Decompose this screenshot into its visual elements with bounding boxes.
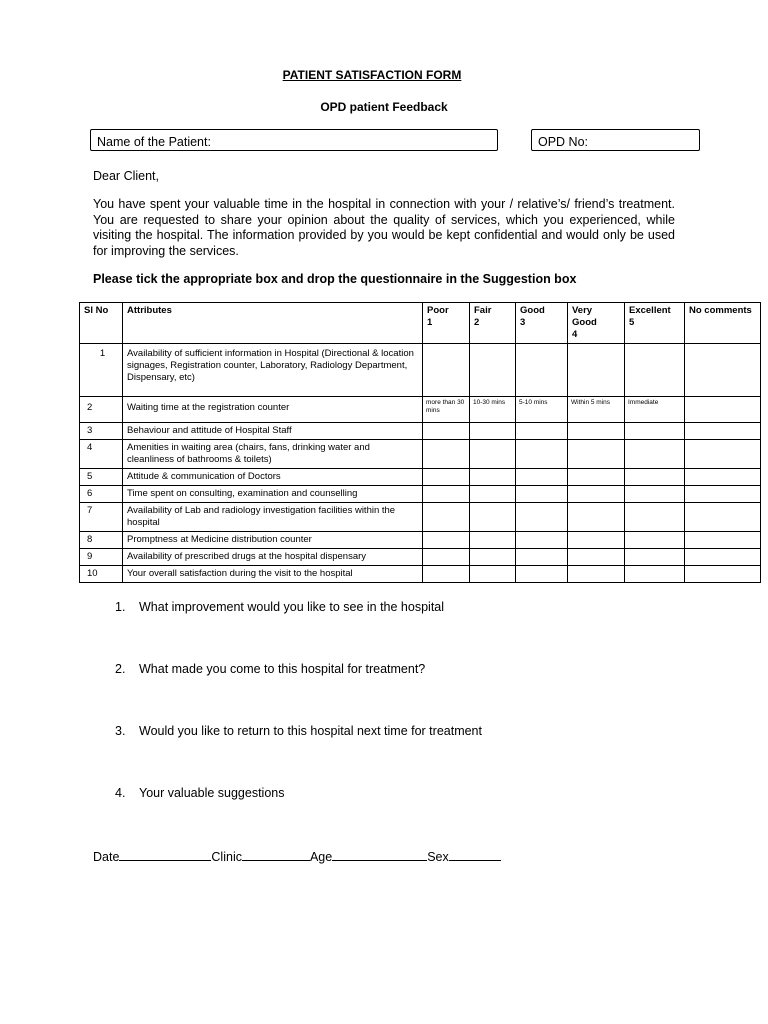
row-sl: 8	[80, 532, 123, 549]
header-excellent: Excellent 5	[625, 303, 685, 344]
rating-cell-good[interactable]	[516, 532, 568, 549]
row-sl: 5	[80, 469, 123, 486]
questions-list	[115, 600, 482, 848]
rating-cell-no-comments[interactable]	[685, 423, 761, 440]
table-row	[80, 566, 761, 583]
rating-cell-no-comments[interactable]	[685, 440, 761, 469]
rating-cell-fair[interactable]	[470, 532, 516, 549]
table-row	[80, 440, 761, 469]
rating-cell-fair[interactable]	[470, 344, 516, 397]
rating-cell-poor[interactable]	[423, 549, 470, 566]
rating-cell-very-good[interactable]	[568, 469, 625, 486]
header-no-comments: No comments	[685, 303, 761, 344]
row-sl: 2	[80, 397, 123, 423]
row-attribute: Availability of Lab and radiology investigation facilities within the hospital	[123, 503, 423, 532]
row-sl: 9	[80, 549, 123, 566]
rating-cell-excellent[interactable]	[625, 503, 685, 532]
rating-cell-fair[interactable]	[470, 503, 516, 532]
row-attribute: Your overall satisfaction during the visit to the hospital	[123, 566, 423, 583]
rating-cell-good[interactable]: 5-10 mins	[516, 397, 568, 423]
table-row	[80, 469, 761, 486]
rating-cell-excellent[interactable]	[625, 549, 685, 566]
row-sl: 3	[80, 423, 123, 440]
rating-cell-good[interactable]	[516, 423, 568, 440]
rating-cell-good[interactable]	[516, 469, 568, 486]
question-item: 3. Would you like to return to this hospital next time for treatment	[115, 724, 482, 738]
rating-cell-poor[interactable]	[423, 423, 470, 440]
rating-cell-fair[interactable]: 10-30 mins	[470, 397, 516, 423]
rating-cell-very-good[interactable]	[568, 532, 625, 549]
rating-cell-good[interactable]	[516, 440, 568, 469]
rating-cell-good[interactable]	[516, 486, 568, 503]
rating-cell-poor[interactable]	[423, 532, 470, 549]
question-text: Your valuable suggestions	[139, 786, 285, 800]
question-item: 1. What improvement would you like to see in the hospital	[115, 600, 445, 614]
row-attribute: Availability of prescribed drugs at the hospital dispensary	[123, 549, 423, 566]
rating-cell-excellent[interactable]	[625, 344, 685, 397]
rating-cell-very-good[interactable]	[568, 440, 625, 469]
rating-cell-fair[interactable]	[470, 440, 516, 469]
rating-cell-good[interactable]	[516, 566, 568, 583]
patient-name-field[interactable]	[90, 129, 498, 151]
rating-cell-no-comments[interactable]	[685, 532, 761, 549]
opd-no-field[interactable]	[531, 129, 700, 151]
form-title: PATIENT SATISFACTION FORM	[282, 68, 462, 82]
rating-cell-good[interactable]	[516, 503, 568, 532]
rating-cell-very-good[interactable]	[568, 486, 625, 503]
rating-cell-fair[interactable]	[470, 469, 516, 486]
rating-cell-excellent[interactable]	[625, 532, 685, 549]
rating-cell-poor[interactable]: more than 30 mins	[423, 397, 470, 423]
date-blank[interactable]	[119, 849, 211, 861]
rating-cell-very-good[interactable]	[568, 503, 625, 532]
rating-cell-fair[interactable]	[470, 423, 516, 440]
question-text: Would you like to return to this hospital next time for treatment	[139, 724, 482, 738]
sex-blank[interactable]	[449, 849, 501, 861]
header-good: Good 3	[516, 303, 568, 344]
age-label: Age	[309, 850, 333, 864]
patient-name-label: Name of the Patient:	[97, 135, 211, 149]
rating-cell-fair[interactable]	[470, 549, 516, 566]
row-attribute: Attitude & communication of Doctors	[123, 469, 423, 486]
rating-cell-poor[interactable]	[423, 503, 470, 532]
table-header-row	[80, 303, 761, 344]
rating-cell-poor[interactable]	[423, 440, 470, 469]
rating-table	[79, 302, 761, 583]
rating-cell-good[interactable]	[516, 549, 568, 566]
footer-fields	[93, 849, 501, 864]
instruction-text: Please tick the appropriate box and drop the questionnaire in the Suggestion box	[93, 272, 577, 286]
rating-cell-poor[interactable]	[423, 486, 470, 503]
row-sl: 6	[80, 486, 123, 503]
rating-cell-poor[interactable]	[423, 344, 470, 397]
rating-cell-poor[interactable]	[423, 469, 470, 486]
rating-cell-no-comments[interactable]	[685, 503, 761, 532]
header-attributes: Attributes	[123, 303, 423, 344]
intro-paragraph: You have spent your valuable time in the hospital in connection with your / relative’s/ friend’s treatment. You are requested to share your opinion about the quality of services, which you experienced, while visiting the hospital. The information provided by you would be kept confidential and would only be used for improving the services.	[93, 197, 675, 258]
clinic-label: Clinic	[211, 850, 242, 864]
row-sl: 7	[80, 503, 123, 532]
table-row	[80, 503, 761, 532]
row-sl: 1	[80, 344, 123, 397]
rating-cell-no-comments[interactable]	[685, 397, 761, 423]
table-row	[80, 423, 761, 440]
header-very-good: Very Good 4	[568, 303, 625, 344]
question-text: What improvement would you like to see in the hospital	[139, 600, 445, 614]
rating-cell-excellent[interactable]	[625, 566, 685, 583]
row-attribute: Amenities in waiting area (chairs, fans, drinking water and cleanliness of bathrooms & toilets)	[123, 440, 423, 469]
question-item: 2. What made you come to this hospital for treatment?	[115, 662, 426, 676]
row-sl: 10	[80, 566, 123, 583]
header-poor: Poor 1	[423, 303, 470, 344]
question-text: What made you come to this hospital for treatment?	[139, 662, 426, 676]
table-row	[80, 397, 761, 423]
greeting: Dear Client,	[93, 169, 159, 183]
age-blank[interactable]	[332, 849, 427, 861]
rating-cell-good[interactable]	[516, 344, 568, 397]
rating-cell-excellent[interactable]	[625, 423, 685, 440]
rating-cell-no-comments[interactable]	[685, 469, 761, 486]
date-label: Date	[93, 850, 120, 864]
table-row	[80, 549, 761, 566]
rating-cell-no-comments[interactable]	[685, 566, 761, 583]
rating-cell-excellent[interactable]	[625, 486, 685, 503]
table-row	[80, 532, 761, 549]
rating-cell-very-good[interactable]: Within 5 mins	[568, 397, 625, 423]
row-attribute: Waiting time at the registration counter	[123, 397, 423, 423]
rating-cell-very-good[interactable]	[568, 549, 625, 566]
rating-cell-very-good[interactable]	[568, 566, 625, 583]
question-item: 4. Your valuable suggestions	[115, 786, 285, 800]
row-attribute: Behaviour and attitude of Hospital Staff	[123, 423, 423, 440]
row-attribute: Promptness at Medicine distribution counter	[123, 532, 423, 549]
table-row	[80, 486, 761, 503]
row-attribute: Availability of sufficient information in Hospital (Directional & location signages, Registration counter, Laboratory, Radiology Department, Dispensary, etc)	[123, 344, 423, 397]
opd-no-label: OPD No:	[538, 135, 589, 149]
rating-cell-no-comments[interactable]	[685, 549, 761, 566]
clinic-blank[interactable]	[242, 849, 310, 861]
rating-cell-fair[interactable]	[470, 486, 516, 503]
rating-cell-very-good[interactable]	[568, 344, 625, 397]
row-attribute: Time spent on consulting, examination and counselling	[123, 486, 423, 503]
rating-cell-very-good[interactable]	[568, 423, 625, 440]
header-fair: Fair 2	[470, 303, 516, 344]
rating-cell-excellent[interactable]	[625, 469, 685, 486]
row-sl: 4	[80, 440, 123, 469]
sex-label: Sex	[427, 850, 449, 864]
rating-cell-fair[interactable]	[470, 566, 516, 583]
rating-cell-excellent[interactable]	[625, 440, 685, 469]
rating-cell-poor[interactable]	[423, 566, 470, 583]
rating-cell-no-comments[interactable]	[685, 486, 761, 503]
table-row	[80, 344, 761, 397]
header-sl-no: Sl No	[80, 303, 123, 344]
rating-cell-no-comments[interactable]	[685, 344, 761, 397]
form-subtitle: OPD patient Feedback	[320, 100, 448, 114]
rating-cell-excellent[interactable]: Immediate	[625, 397, 685, 423]
